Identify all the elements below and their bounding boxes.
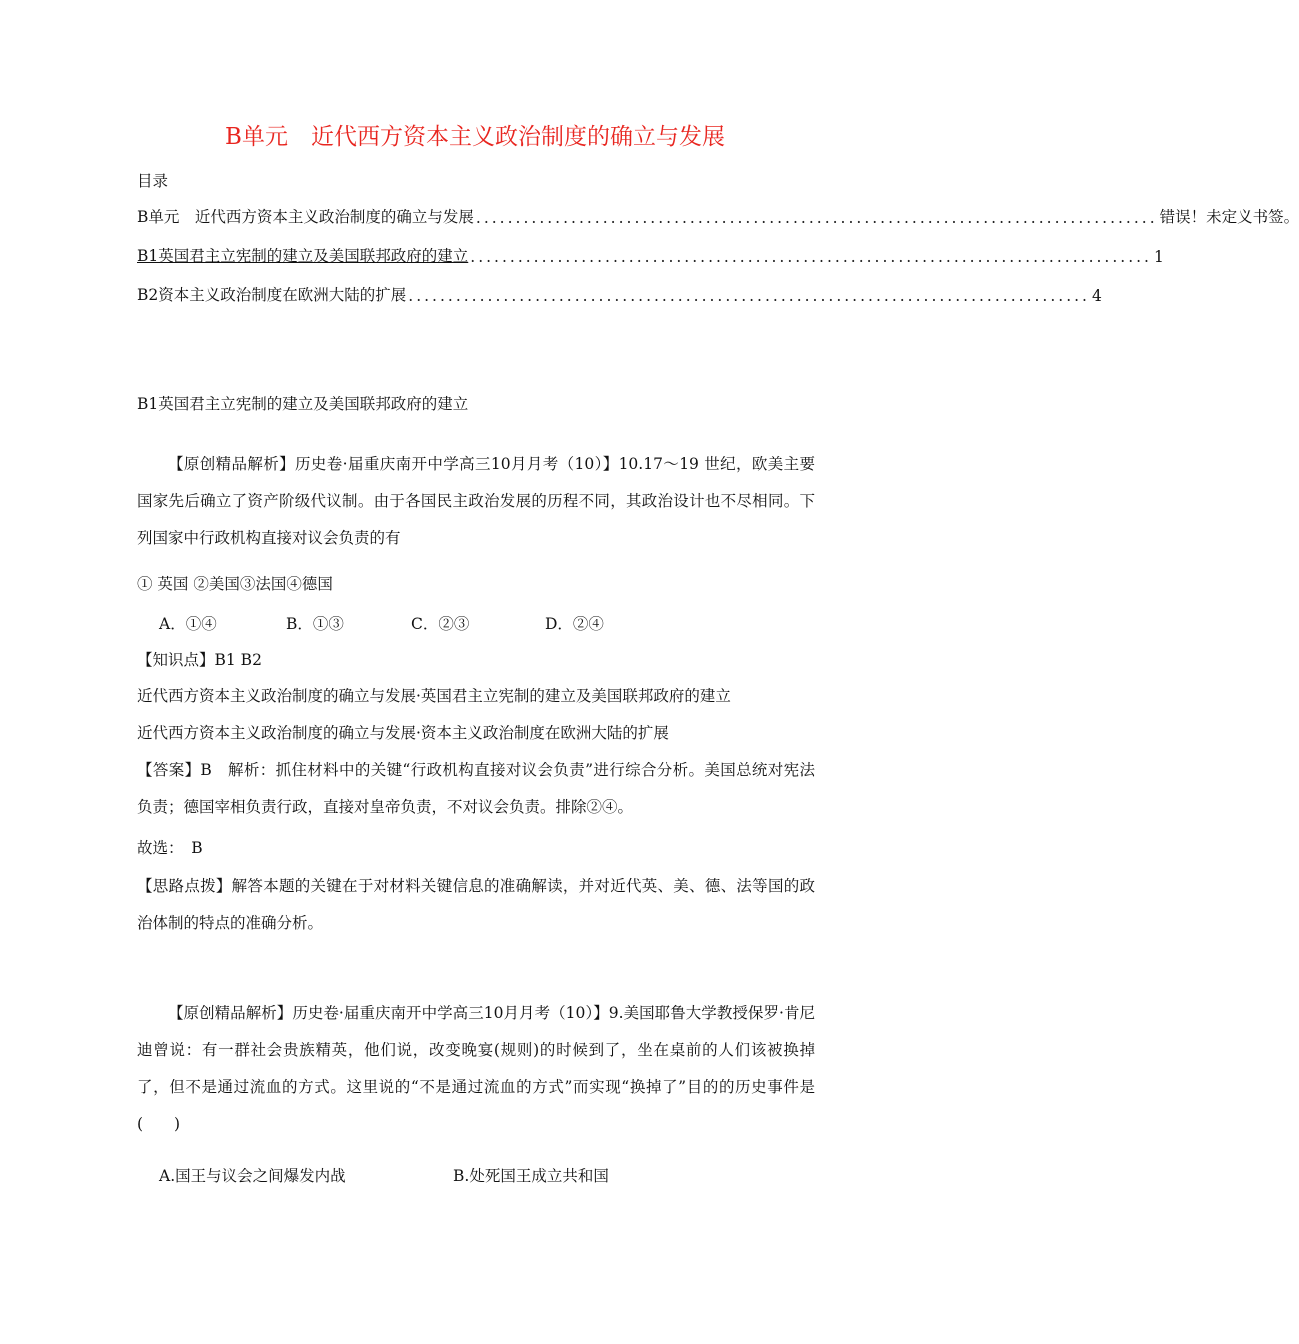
question-9-stem: 【原创精品解析】历史卷·届重庆南开中学高三10月月考（10）】9.美国耶鲁大学教授保罗·肯尼迪曾说：有一群社会贵族精英，他们说，改变晚宴(规则)的时候到了，坐在桌前的人们该被换掉了，但不是通过流血的方式。这里说的“不是通过流血的方式”而实现“换掉了”目的的历史事件是( ) [137,1004,815,1133]
option-a: A.国王与议会之间爆发内战 [159,1167,346,1185]
answer-choice: 故选： B [137,839,203,857]
knowledge-point-2: 近代西方资本主义政治制度的确立与发展·资本主义政治制度在欧洲大陆的扩展 [137,724,669,742]
toc-entry-label: B1英国君主立宪制的建立及美国联邦政府的建立 [137,247,469,265]
answer-explanation: 【答案】B 解析：抓住材料中的关键“行政机构直接对议会负责”进行综合分析。美国总统对宪法负责；德国宰相负责行政，直接对皇帝负责，不对议会负责。排除②④。 [137,761,815,816]
toc-entry-page: 1 [1154,248,1164,266]
option-c: C．②③ [411,615,470,633]
knowledge-label: 【知识点】B1 B2 [137,651,262,669]
option-d: D．②④ [545,615,604,633]
toc-leader-dots: ...................................................................................... [475,209,1158,227]
option-b: B．①③ [286,615,344,633]
toc-leader-dots: ...................................................................................... [408,287,1090,305]
solution-hint: 【思路点拨】解答本题的关键在于对材料关键信息的准确解读，并对近代英、美、德、法等国的政治体制的特点的准确分析。 [137,877,815,932]
question-10-stem: 【原创精品解析】历史卷·届重庆南开中学高三10月月考（10）】10.17～19 世纪，欧美主要国家先后确立了资产阶级代议制。由于各国民主政治发展的历程不同，其政治设计也不尽相同。下列国家中行政机构直接对议会负责的有 [137,455,815,547]
toc-entry-page: 4 [1092,287,1102,305]
option-a: A．①④ [159,615,217,633]
toc-entry[interactable] [137,205,1299,227]
toc-entry-page: 错误！未定义书签。 [1159,208,1299,226]
question-10-items: ① 英国 ②美国③法国④德国 [137,575,333,593]
option-b: B.处死国王成立共和国 [453,1167,609,1185]
toc-entry-label: B单元 近代西方资本主义政治制度的确立与发展 [137,208,474,226]
toc-heading: 目录 [137,172,169,190]
knowledge-point-1: 近代西方资本主义政治制度的确立与发展·英国君主立宪制的建立及美国联邦政府的建立 [137,687,731,705]
toc-entry[interactable] [137,244,1164,266]
toc-leader-dots: ...................................................................................... [470,248,1152,266]
toc-entry[interactable] [137,283,1102,305]
unit-title: B单元 近代西方资本主义政治制度的确立与发展 [225,124,725,150]
section-heading: B1英国君主立宪制的建立及美国联邦政府的建立 [137,395,469,413]
toc-entry-label: B2资本主义政治制度在欧洲大陆的扩展 [137,286,407,304]
